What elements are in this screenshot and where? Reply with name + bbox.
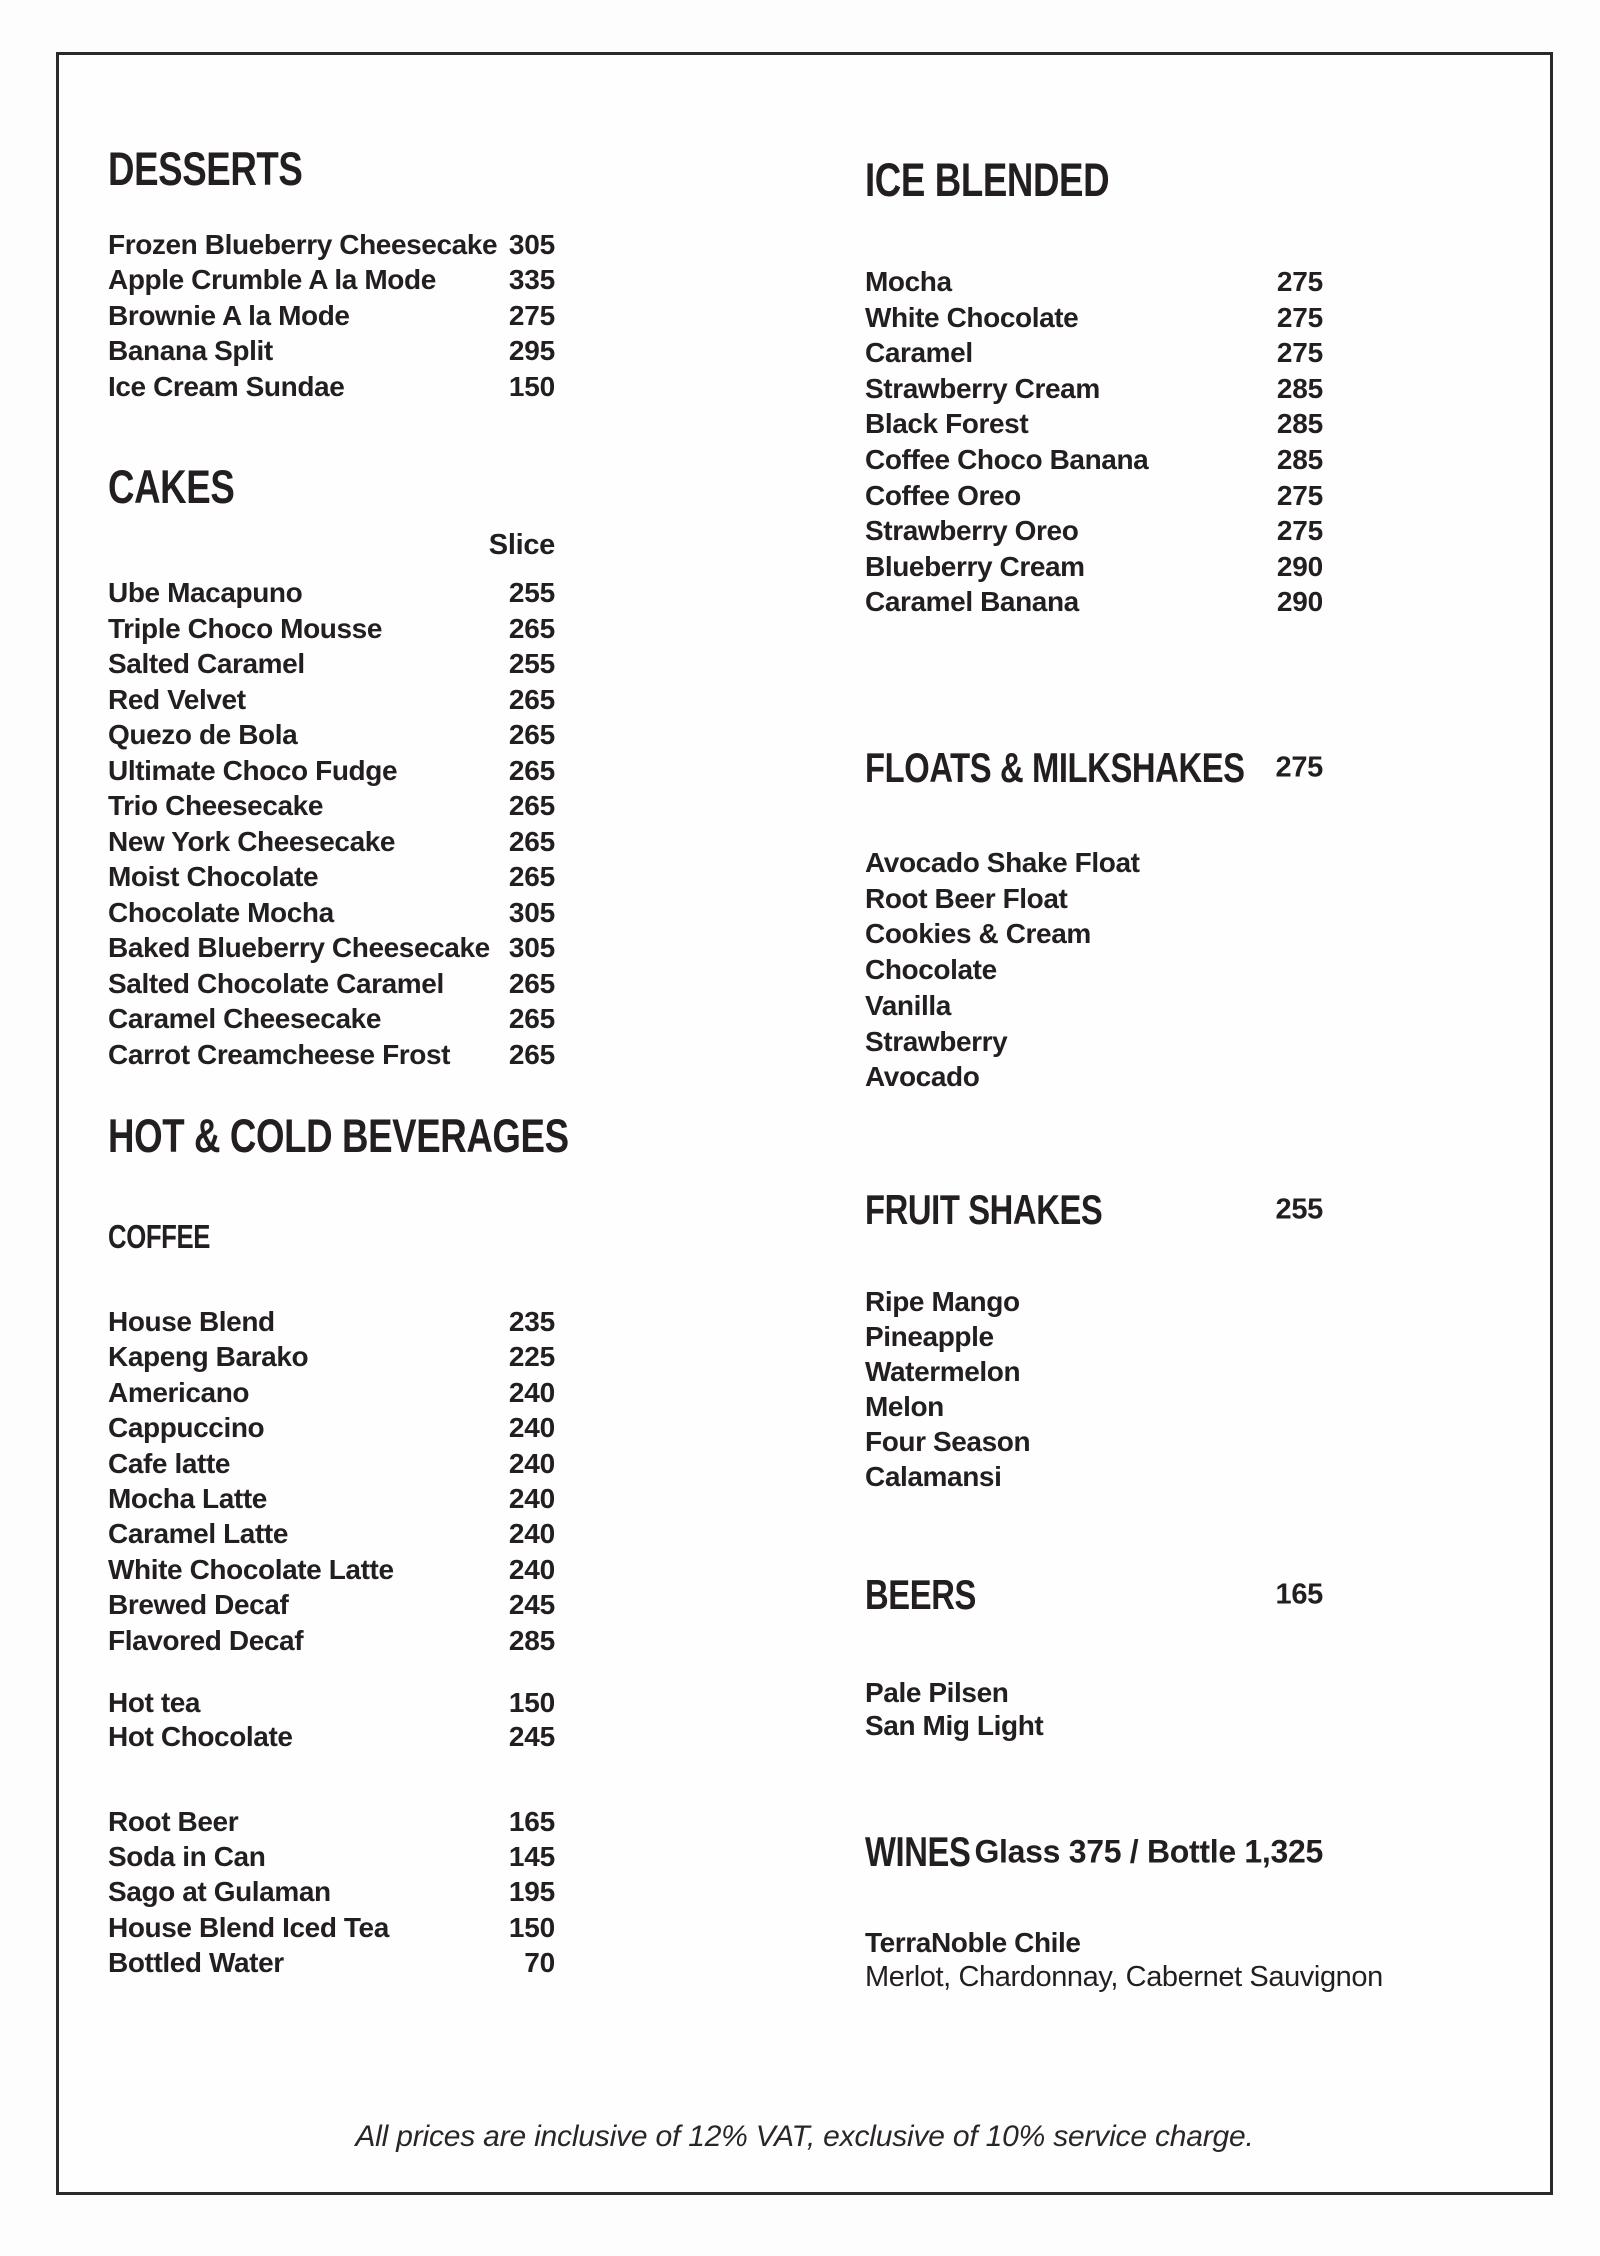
item-name: Apple Crumble A la Mode [108,264,436,296]
item-name: Sago at Gulaman [108,1876,331,1908]
menu-item-row [865,952,1323,988]
item-price: 265 [508,825,555,857]
item-price: 240 [508,1376,555,1408]
menu-item-row [108,1686,555,1720]
coffee-subtitle: COFFEE [108,1218,211,1255]
item-name: Avocado [865,1061,980,1093]
item-price: 275 [1276,337,1323,369]
menu-item-row [108,1804,555,1839]
menu-item-row [108,1001,555,1037]
item-price: 265 [508,612,555,644]
item-price: 265 [508,861,555,892]
item-name: Cappuccino [108,1412,265,1444]
menu-item-row [865,264,1323,300]
hot-drinks-list [108,1686,555,1754]
item-name: Caramel Latte [108,1518,288,1550]
item-name: Bottled Water [108,1946,284,1978]
beers-price: 165 [1275,1578,1323,1611]
item-name: Blueberry Cream [865,550,1085,582]
item-name: Americano [108,1376,250,1408]
item-price: 245 [508,1589,555,1621]
item-name: Avocado Shake Float [865,847,1140,878]
item-price: 240 [508,1447,555,1479]
wine-producer: TerraNoble Chile [865,1927,1081,1958]
item-price: 265 [508,967,555,999]
item-name: Caramel Banana [865,586,1079,618]
menu-item-row [108,1339,555,1374]
item-name: Chocolate [865,954,997,986]
item-price: 255 [508,648,555,679]
wine-entry [865,1926,1383,1999]
menu-item-row [108,966,555,1002]
menu-item-row [865,584,1323,620]
footer-note: All prices are inclusive of 12% VAT, exclusive of 10% service charge. [355,2120,1254,2153]
item-name: Moist Chocolate [108,861,319,892]
item-name: Strawberry Oreo [865,515,1079,547]
item-price: 275 [1276,266,1323,297]
item-price: 195 [508,1876,555,1908]
item-name: Triple Choco Mousse [108,612,382,644]
item-name: Trio Cheesecake [108,790,324,821]
item-name: Chocolate Mocha [108,896,334,928]
menu-item-row [865,549,1323,585]
item-name: Calamansi [865,1461,1002,1492]
item-name: Ice Cream Sundae [108,370,345,402]
fruit-shakes-title: FRUIT SHAKES [865,1186,1103,1233]
item-price: 285 [508,1624,555,1656]
item-name: House Blend Iced Tea [108,1911,389,1943]
menu-item-row [865,1319,1323,1354]
menu-item-row [108,1874,555,1909]
menu-item-row [865,1709,1323,1742]
menu-item-row [108,1481,555,1516]
menu-item-row [108,1304,555,1339]
menu-item-row [108,1839,555,1874]
item-price: 275 [1276,301,1323,333]
item-price: 145 [508,1841,555,1873]
menu-item-row [865,1354,1323,1389]
item-name: Melon [865,1391,944,1422]
ice-blended-title: ICE BLENDED [865,153,1110,206]
item-name: Ripe Mango [865,1286,1020,1317]
floats-milkshakes-heading [865,745,1323,791]
item-price: 150 [508,1911,555,1943]
menu-item-row [108,895,555,931]
item-name: Hot Chocolate [108,1721,293,1752]
item-name: White Chocolate [865,301,1079,333]
item-name: Black Forest [865,408,1029,440]
item-name: Soda in Can [108,1841,266,1873]
item-price: 285 [1276,408,1323,440]
cakes-list [108,575,555,1072]
item-name: Salted Caramel [108,648,305,679]
item-price: 290 [1276,586,1323,618]
menu-item-row [108,788,555,824]
item-price: 150 [508,370,555,402]
menu-item-row [865,371,1323,407]
item-name: Salted Chocolate Caramel [108,967,444,999]
menu-item-row [108,859,555,895]
menu-item-row [865,478,1323,514]
menu-item-row [108,1410,555,1445]
beers-list [865,1676,1323,1742]
item-name: San Mig Light [865,1710,1044,1741]
menu-item-row [108,298,555,333]
menu-item-row [108,262,555,297]
coffee-list [108,1304,555,1658]
wine-varietals: Merlot, Chardonnay, Cabernet Sauvignon [865,1961,1383,1993]
item-name: Brownie A la Mode [108,299,350,331]
menu-item-row [108,1623,555,1658]
item-name: Strawberry Cream [865,372,1100,404]
menu-item-row [865,1059,1323,1095]
item-name: Ube Macapuno [108,577,303,608]
menu-item-row [108,575,555,611]
item-price: 275 [1276,515,1323,547]
item-name: Watermelon [865,1356,1021,1387]
item-name: Mocha [865,266,952,297]
hot-cold-beverages-title: HOT & COLD BEVERAGES [108,1109,569,1162]
menu-item-row [865,1389,1323,1424]
item-price: 240 [508,1553,555,1585]
menu-item-row [865,300,1323,336]
item-price: 335 [508,264,555,296]
item-price: 285 [1276,443,1323,475]
item-name: Ultimate Choco Fudge [108,754,398,786]
item-price: 240 [508,1518,555,1550]
item-name: Cafe latte [108,1447,231,1479]
desserts-list [108,227,555,404]
item-price: 265 [508,683,555,715]
item-name: Carrot Creamcheese Frost [108,1038,451,1070]
menu-item-row [108,1516,555,1551]
item-price: 70 [524,1946,555,1978]
menu-item-row [865,1284,1323,1319]
item-name: Coffee Choco Banana [865,443,1149,475]
item-price: 265 [508,719,555,750]
wines-title: WINES [865,1828,971,1875]
item-name: House Blend [108,1306,275,1337]
item-name: Banana Split [108,335,273,367]
item-price: 265 [508,1038,555,1070]
item-name: Brewed Decaf [108,1589,289,1621]
menu-item-row [108,1587,555,1622]
menu-item-row [865,988,1323,1024]
menu-item-row [108,717,555,753]
menu-item-row [108,1720,555,1754]
menu-item-row [865,1459,1323,1494]
item-price: 265 [508,754,555,786]
menu-item-row [108,930,555,966]
desserts-title: DESSERTS [108,142,303,195]
menu-item-row [865,881,1323,917]
slice-column-header: Slice [488,529,555,561]
item-name: Root Beer Float [865,882,1068,914]
menu-item-row [108,1910,555,1945]
menu-item-row [865,442,1323,478]
item-price: 290 [1276,550,1323,582]
item-price: 275 [1276,479,1323,511]
item-name: Hot tea [108,1687,201,1718]
item-price: 305 [508,896,555,928]
menu-item-row [108,1375,555,1410]
item-name: Flavored Decaf [108,1624,304,1656]
item-price: 305 [508,229,555,260]
item-name: Pale Pilsen [865,1677,1009,1708]
menu-item-row [108,682,555,718]
menu-item-row [865,1024,1323,1060]
menu-item-row [865,1676,1323,1709]
menu-item-row [108,227,555,262]
item-price: 240 [508,1412,555,1444]
item-price: 240 [508,1483,555,1515]
item-price: 275 [508,299,555,331]
item-name: Vanilla [865,989,951,1021]
item-name: White Chocolate Latte [108,1553,394,1585]
beers-heading [865,1572,1323,1618]
menu-item-row [108,611,555,647]
wines-price-note: Glass 375 / Bottle 1,325 [974,1833,1323,1870]
item-price: 245 [508,1721,555,1752]
item-price: 235 [508,1306,555,1337]
item-name: Kapeng Barako [108,1341,309,1373]
menu-item-row [865,916,1323,952]
item-name: Caramel [865,337,973,369]
floats-milkshakes-list [865,845,1323,1095]
item-price: 255 [508,577,555,608]
menu-item-row [865,335,1323,371]
item-price: 265 [508,790,555,821]
menu-item-row [108,753,555,789]
wines-heading [865,1829,1323,1875]
item-name: Coffee Oreo [865,479,1021,511]
item-name: Pineapple [865,1321,994,1352]
item-name: Four Season [865,1426,1031,1457]
item-name: Strawberry [865,1025,1008,1057]
item-name: Mocha Latte [108,1483,267,1515]
menu-item-row [108,1446,555,1481]
item-price: 150 [508,1687,555,1718]
item-price: 265 [508,1003,555,1034]
floats-milkshakes-price: 275 [1275,751,1323,784]
menu-item-row [108,1945,555,1980]
item-name: Red Velvet [108,683,246,715]
cold-drinks-list [108,1804,555,1980]
item-price: 225 [508,1341,555,1373]
item-name: Frozen Blueberry Cheesecake [108,229,498,260]
item-price: 305 [508,932,555,963]
cakes-title: CAKES [108,460,235,513]
menu-item-row [108,333,555,368]
item-price: 285 [1276,372,1323,404]
item-name: Quezo de Bola [108,719,298,750]
fruit-shakes-price: 255 [1275,1193,1323,1226]
floats-milkshakes-title: FLOATS & MILKSHAKES [865,744,1245,791]
menu-item-row [865,1424,1323,1459]
beers-title: BEERS [865,1571,976,1618]
menu-item-row [108,369,555,404]
menu-item-row [108,646,555,682]
fruit-shakes-list [865,1284,1323,1494]
item-name: Caramel Cheesecake [108,1003,381,1034]
item-price: 165 [508,1806,555,1837]
fruit-shakes-heading [865,1187,1323,1233]
menu-item-row [108,824,555,860]
menu-item-row [865,406,1323,442]
item-name: Baked Blueberry Cheesecake [108,932,490,963]
item-name: Root Beer [108,1806,239,1837]
item-name: Cookies & Cream [865,918,1091,950]
ice-blended-list [865,264,1323,620]
menu-item-row [108,1552,555,1587]
menu-item-row [865,845,1323,881]
item-name: New York Cheesecake [108,825,396,857]
menu-item-row [865,513,1323,549]
menu-item-row [108,1037,555,1073]
item-price: 295 [508,335,555,367]
